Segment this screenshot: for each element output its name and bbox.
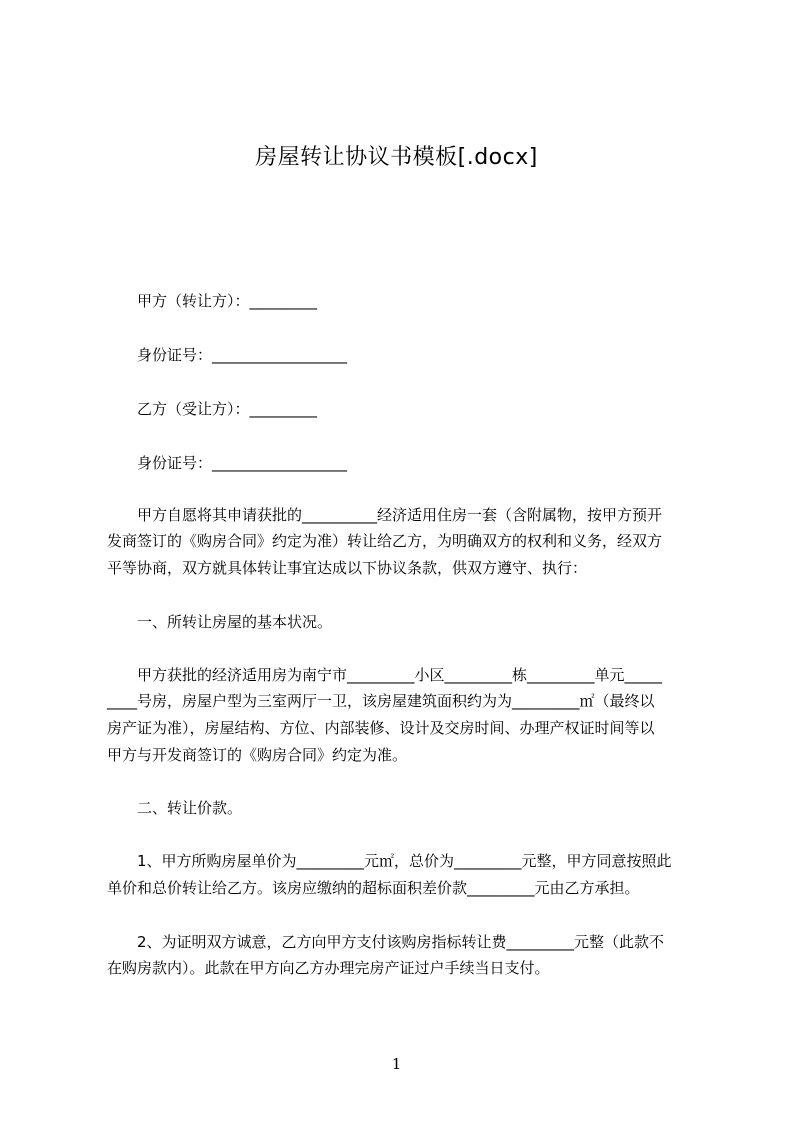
intro-paragraph-line: 发商签订的《购房合同》约定为准）转让给乙方，为明确双方的权利和义务，经双方 — [107, 532, 663, 550]
party-b-field: 乙方（受让方）：_________ — [137, 400, 318, 418]
party-a-field: 甲方（转让方）：_________ — [137, 292, 318, 310]
intro-paragraph-line: 平等协商，双方就具体转让事宜达成以下协议条款，供双方遵守、执行： — [107, 559, 588, 577]
clause-2-line: 2、为证明双方诚意，乙方向甲方支付该购房指标转让费_________元整（此款不 — [137, 933, 665, 951]
page-number: 1 — [391, 1055, 402, 1073]
intro-paragraph-line: 甲方自愿将其申请获批的__________经济适用住房一套（含附属物，按甲方预开 — [137, 506, 663, 524]
section-1-paragraph-line: ____号房，房屋户型为三室两厅一卫，该房屋建筑面积约为为_________㎡（最终以 — [107, 692, 655, 710]
section-1-paragraph-line: 房产证为准），房屋结构、方位、内部装修、设计及交房时间、办理产权证时间等以 — [107, 719, 655, 737]
section-2-heading: 二、转让价款。 — [137, 799, 243, 817]
document-title: 房屋转让协议书模板[.docx] — [255, 145, 538, 170]
party-b-id-field: 身份证号：__________________ — [137, 454, 348, 472]
clause-1-line: 1、甲方所购房屋单价为_________元㎡，总价为_________元整，甲方同意按照此 — [137, 852, 672, 870]
section-1-heading: 一、所转让房屋的基本状况。 — [137, 613, 333, 631]
clause-2-line: 在购房款内）。此款在甲方向乙方办理完房产证过户手续当日支付。 — [107, 959, 550, 977]
party-a-id-field: 身份证号：__________________ — [137, 346, 348, 364]
section-1-paragraph-line: 甲方与开发商签订的《购房合同》约定为准。 — [107, 746, 408, 764]
clause-1-line: 单价和总价转让给乙方。该房应缴纳的超标面积差价款_________元由乙方承担。 — [107, 879, 640, 897]
section-1-paragraph-line: 甲方获批的经济适用房为南宁市_________小区_________栋_________单元_____ — [137, 666, 663, 684]
